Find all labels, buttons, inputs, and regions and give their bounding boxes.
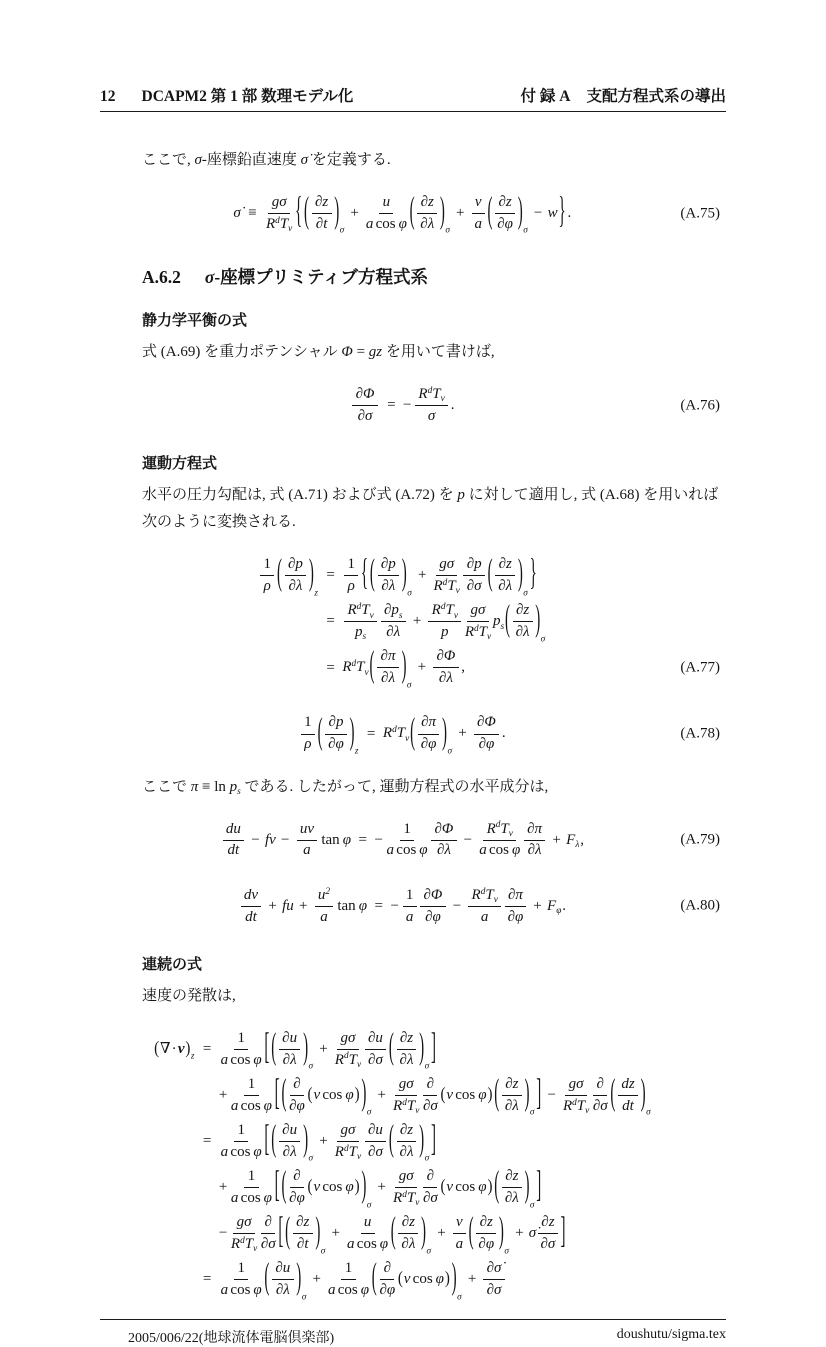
close-delimiter-icon: ) — [354, 1085, 360, 1105]
open-delimiter-icon: ( — [307, 1177, 313, 1197]
math-group: ( $\frac{\partial z}{\partial\lambda}$ ) σ — [409, 192, 450, 237]
math-group: ( $\frac{\partial z}{\partial\varphi}$ ) σ — [487, 192, 528, 237]
section-heading: A.6.2 σ-座標プリミティブ方程式系 — [142, 267, 429, 288]
math-group: ( $\frac{\partial z}{\partial t}$ ) σ — [303, 192, 345, 237]
math-fraction: $\frac{1}{\text{a cos φ}}$ — [220, 1029, 262, 1068]
math-expression — [219, 1120, 437, 1165]
close-delimiter-icon: ) — [185, 1039, 191, 1059]
open-delimiter-icon: [ — [278, 1212, 284, 1253]
math-group: ( v cos φ ) — [440, 1085, 493, 1105]
math-group: ( $\frac{\partial\pi}{\partial\varphi}$ ) σ — [410, 713, 453, 757]
math-group: ( $\frac{\partial z}{\partial\lambda}$ ) σ — [388, 1028, 430, 1072]
math-group: [ ( ∂ ∂φ ( v cos φ ) ) σ + gσ $R^dT_v$ ∂ ∂σ ( v cos φ ) ( $\frac{\partial z}{\partial\lambda}$ ) σ ] — [274, 1074, 542, 1118]
open-delimiter-icon: ( — [281, 1166, 287, 1206]
close-delimiter-icon: ) — [442, 713, 447, 753]
equation-line — [350, 386, 455, 425]
math-expression: − gσ $R^dT_v$ ∂ ∂σ [ ( $\frac{\partial z}{\partial t}$ ) σ + $\frac{u}{\text{a cos φ}}$ ( $\frac{\partial z}{\partial\lambda}$ ) σ + $\frac{v}{a}$ ( $\frac{\partial z}{\partial\varphi}$ ) σ + σ̇ $\frac{\partial z}{\partial\sigma}$ ] — [218, 1212, 566, 1257]
math-fraction: $\frac{1}{\text{a cos φ}}$ — [220, 1260, 262, 1299]
math-fraction: $\frac{\partial z}{\partial\lambda}$ — [397, 1122, 417, 1161]
math-fraction: $\frac{\partial u}{\partial\sigma}$ — [365, 1122, 387, 1161]
math-fraction: ∂ ∂σ — [260, 1214, 276, 1252]
math-fraction: $\frac{\partial p}{\partial\varphi}$ — [325, 714, 347, 753]
close-delimiter-icon: ] — [536, 1166, 542, 1206]
equation-lines — [238, 880, 566, 933]
close-delimiter-icon: ) — [303, 1120, 309, 1160]
math-group: [ ( $\frac{\partial u}{\partial\lambda}$ ) σ + gσ $R^dT_v$ $\frac{\partial u}{\partial\sigma}$ ( $\frac{\partial z}{\partial\lambda}$ ) σ ] — [264, 1028, 436, 1072]
math-fraction: $\frac{du}{dt}$ — [223, 821, 245, 860]
relation-symbol: = — [202, 1133, 212, 1150]
close-delimiter-icon: ) — [444, 1269, 450, 1289]
math-fraction: $\frac{\partial u}{\partial\sigma}$ — [365, 1030, 387, 1069]
open-delimiter-icon: ( — [303, 192, 309, 232]
relation-symbol: = — [202, 1040, 212, 1057]
open-delimiter-icon: ( — [440, 1177, 446, 1197]
math-fraction: gσ $R^dT_v$ — [230, 1214, 258, 1255]
open-delimiter-icon: ( — [281, 1074, 287, 1114]
open-delimiter-icon: ( — [410, 713, 416, 753]
page-header — [100, 84, 726, 112]
math-expression — [258, 554, 319, 599]
close-delimiter-icon: ) — [517, 554, 523, 595]
equation-lines — [233, 187, 572, 240]
math-fraction: $R^dT_v$ a — [468, 887, 501, 926]
page-footer — [100, 1319, 726, 1347]
math-group: ( $\frac{\partial p}{\partial\lambda}$ ) σ — [369, 554, 412, 599]
math-fraction: $\frac{1}{\text{a cos φ}}$ — [328, 1260, 370, 1299]
math-fraction: ∂ ∂σ — [592, 1075, 608, 1114]
math-group: ( ∂ ∂φ ( v cos φ ) ) σ — [281, 1074, 372, 1118]
equation-line — [152, 1212, 651, 1257]
open-delimiter-icon: ( — [154, 1039, 160, 1059]
math-fraction: $\frac{\partial z}{\partial t}$ — [312, 194, 332, 233]
equation-number: (A.80) — [680, 897, 720, 914]
relation-symbol: = — [326, 659, 335, 676]
open-delimiter-icon: ( — [487, 192, 493, 232]
math-group: ( $\frac{\partial z}{\partial\lambda}$ ) σ — [390, 1212, 432, 1257]
close-delimiter-icon: ] — [560, 1212, 566, 1253]
footer-right-text: doushutu/sigma.tex — [616, 1327, 726, 1343]
header-right-title: 支配方程式系の導出 — [586, 88, 726, 105]
equation-line — [233, 192, 572, 237]
math-group: ( $\frac{\partial u}{\partial\lambda}$ ) σ — [271, 1028, 314, 1072]
math-expression — [342, 554, 537, 599]
close-delimiter-icon: ) — [524, 1074, 530, 1114]
equation-number: (A.79) — [680, 831, 720, 848]
math-expression — [152, 1039, 195, 1062]
equation-line — [298, 713, 506, 757]
paragraph: 速度の発散は, — [142, 987, 236, 1004]
equation-block — [142, 187, 726, 240]
math-fraction: $\frac{\partial p_s}{\partial\lambda}$ — [381, 602, 406, 641]
math-group: ( ∂ ∂φ ( v cos φ ) ) σ — [371, 1258, 462, 1303]
paragraph: ここで $\pi \equiv \ln p_s$ である. したがって, 運動方程式の水平成分は, — [142, 778, 549, 797]
equation-lines — [220, 814, 584, 867]
math-expression: − $R^dT_v$ σ . — [403, 385, 455, 424]
math-fraction: $\frac{1}{\text{a cos φ}}$ — [230, 1075, 272, 1114]
equation-lines — [298, 707, 505, 760]
math-fraction: $\frac{\partial\Phi}{\partial\lambda}$ — [431, 821, 456, 860]
math-fraction: gσ $R^dT_v$ — [464, 602, 492, 643]
math-expression: $\frac{dv}{dt}$ + fu + $\frac{u^2}{a}$ tan φ — [238, 887, 367, 926]
close-delimiter-icon: ) — [401, 647, 407, 687]
close-delimiter-icon: ) — [524, 1166, 530, 1206]
math-fraction: $\frac{dv}{dt}$ — [241, 887, 262, 926]
math-fraction: $\frac{1}{\rho}$ — [260, 556, 274, 595]
math-fraction: $\frac{1}{\text{a cos φ}}$ — [230, 1168, 272, 1206]
close-delimiter-icon: ) — [535, 601, 541, 641]
equation-number: (A.75) — [680, 205, 720, 222]
math-expression: $R^dT_v$ ( $\frac{\partial\pi}{\partial\lambda}$ ) σ + $\frac{\partial\Phi}{\partial\lambda}$ , — [342, 647, 466, 691]
math-fraction: $\frac{1}{\rho}$ — [301, 714, 315, 753]
section-number: A.6.2 — [142, 267, 181, 288]
equation-lines — [152, 1023, 651, 1307]
math-group: { ( $\frac{\partial z}{\partial t}$ ) σ + $\frac{u}{\text{a cos φ}}$ ( $\frac{\partial z}{\partial\lambda}$ ) σ + $\frac{v}{a}$ ( $\frac{\partial z}{\partial\varphi}$ ) σ − w } — [294, 192, 566, 237]
math-group: ( $\frac{\partial z}{\partial\lambda}$ ) σ — [487, 554, 528, 599]
open-delimiter-icon: ( — [369, 647, 375, 687]
math-fraction: $\frac{\partial\Phi}{\partial\sigma}$ — [352, 386, 377, 425]
equation-line — [152, 1074, 651, 1118]
open-delimiter-icon: ( — [388, 1028, 394, 1068]
math-group: ( $\frac{\partial z}{\partial\lambda}$ ) σ — [494, 1166, 535, 1211]
math-fraction: gσ $R^dT_v$ — [334, 1121, 362, 1163]
open-delimiter-icon: ( — [397, 1269, 403, 1289]
math-fraction: $\frac{\partial z}{\partial\lambda}$ — [397, 1030, 417, 1069]
relation-symbol: = — [366, 725, 376, 742]
math-fraction: $\frac{\partial u}{\partial\lambda}$ — [279, 1030, 301, 1069]
open-delimiter-icon: { — [360, 554, 369, 595]
equation-line — [258, 647, 546, 691]
math-fraction: gσ $R^dT_v$ — [562, 1075, 590, 1116]
math-fraction: $\frac{u}{\text{a cos φ}}$ — [365, 194, 407, 232]
math-fraction: gσ $R^dT_v$ — [433, 556, 460, 597]
close-delimiter-icon: ) — [315, 1212, 321, 1253]
open-delimiter-icon: [ — [264, 1028, 270, 1068]
math-group: ( v cos φ ) — [397, 1269, 450, 1289]
math-group: ( $\frac{\partial u}{\partial\lambda}$ ) σ — [264, 1258, 307, 1303]
close-delimiter-icon: ) — [354, 1177, 360, 1197]
math-group: ( $\frac{\partial z}{\partial\varphi}$ ) σ — [468, 1212, 509, 1257]
close-delimiter-icon: ) — [308, 554, 314, 595]
open-delimiter-icon: ( — [271, 1120, 277, 1160]
math-fraction: $\frac{1}{a}$ — [403, 887, 417, 926]
math-group: [ ( $\frac{\partial u}{\partial\lambda}$ ) σ + gσ $R^dT_v$ $\frac{\partial u}{\partial\sigma}$ ( $\frac{\partial z}{\partial\lambda}$ ) σ ] — [264, 1120, 436, 1165]
equation-block — [142, 379, 726, 432]
equation-block — [142, 814, 726, 867]
math-fraction: $\frac{\partial\pi}{\partial\varphi}$ — [505, 887, 527, 926]
math-group: ( $\frac{\partial p}{\partial\varphi}$ ) z — [317, 713, 359, 757]
open-delimiter-icon: ( — [369, 554, 375, 595]
math-fraction: $\frac{\partial u}{\partial\lambda}$ — [279, 1122, 301, 1161]
close-delimiter-icon: ) — [361, 1074, 367, 1114]
relation-symbol: = — [326, 567, 335, 584]
math-fraction: $\frac{\partial z}{\partial\sigma}$ — [538, 1214, 558, 1253]
close-delimiter-icon: ) — [439, 192, 445, 232]
math-group: ( ∂ ∂φ ( v cos φ ) ) σ — [281, 1166, 372, 1211]
math-expression: gσ $R^dT_v$ { ( $\frac{\partial z}{\partial t}$ ) σ + $\frac{u}{\text{a cos φ}}$ ( $\frac{\partial z}{\partial\lambda}$ ) σ + $\frac{v}{a}$ ( $\frac{\partial z}{\partial\varphi}$ ) σ − w } . — [265, 192, 572, 237]
subsection-heading: 運動方程式 — [142, 456, 218, 473]
close-delimiter-icon: ) — [517, 192, 523, 232]
page-number: 12 — [100, 88, 116, 105]
open-delimiter-icon: [ — [274, 1166, 280, 1206]
math-fraction: $\frac{1}{\text{a cos φ}}$ — [220, 1121, 262, 1160]
close-delimiter-icon: ] — [536, 1074, 542, 1114]
math-expression: σ̇ — [233, 205, 241, 222]
close-delimiter-icon: ] — [430, 1028, 436, 1068]
math-fraction: $\frac{\partial z}{\partial\varphi}$ — [495, 194, 515, 233]
close-delimiter-icon: ) — [487, 1085, 493, 1105]
math-expression — [219, 1028, 437, 1072]
subsection-heading: 連続の式 — [142, 956, 203, 973]
math-fraction: ∂ ∂φ — [289, 1168, 305, 1206]
open-delimiter-icon: ( — [307, 1085, 313, 1105]
math-expression — [298, 713, 359, 757]
math-expression: $\frac{du}{dt}$ − fv − $\frac{uv}{a}$ tan φ — [220, 821, 351, 860]
math-fraction: $\frac{u^2}{a}$ — [315, 887, 334, 926]
math-fraction: $\frac{\partial\pi}{\partial\lambda}$ — [524, 821, 546, 860]
math-group: ( $\frac{\partial\pi}{\partial\lambda}$ ) σ — [369, 647, 412, 691]
math-fraction: $\frac{\partial z}{\partial t}$ — [293, 1214, 313, 1253]
math-group: ( $\frac{\partial u}{\partial\lambda}$ ) σ — [271, 1120, 314, 1165]
math-fraction: ∂ ∂σ — [422, 1168, 438, 1206]
header-right — [521, 84, 726, 106]
close-delimiter-icon: ) — [334, 192, 340, 232]
math-fraction: $\frac{v}{a}$ — [472, 194, 485, 233]
math-group: ( v cos φ ) — [440, 1177, 493, 1197]
math-group: ( $\frac{\partial p}{\partial\lambda}$ ) z — [277, 554, 318, 599]
math-fraction: $\frac{\partial p}{\partial\lambda}$ — [378, 556, 400, 595]
math-fraction: $\frac{\partial\Phi}{\partial\lambda}$ — [433, 648, 458, 687]
math-group: ( $\frac{\partial z}{\partial\lambda}$ ) σ — [494, 1074, 535, 1118]
math-fraction: gσ $R^dT_v$ — [265, 194, 293, 235]
relation-symbol: = — [374, 897, 383, 914]
close-delimiter-icon: ) — [419, 1028, 425, 1068]
math-fraction: $\frac{\partial\Phi}{\partial\varphi}$ — [474, 714, 499, 753]
open-delimiter-icon: [ — [264, 1120, 270, 1160]
equation-number: (A.77) — [680, 659, 720, 676]
close-delimiter-icon: ) — [451, 1258, 457, 1299]
math-fraction: $\frac{1}{\text{a cos φ}}$ — [386, 820, 428, 859]
math-expression: − $\frac{1}{\text{a cos φ}}$ $\frac{\partial\Phi}{\partial\lambda}$ − $R^dT_v$ a cos φ $\frac{\partial\pi}{\partial\lambda}$ + $F_\lambda$, — [374, 820, 584, 859]
close-delimiter-icon: ) — [349, 713, 355, 753]
math-fraction: $\frac{v}{a}$ — [453, 1214, 466, 1253]
math-fraction: $\frac{uv}{a}$ — [297, 821, 318, 860]
open-delimiter-icon: ( — [487, 554, 493, 595]
math-fraction: $R^dT_v$ $p_s$ — [344, 602, 377, 641]
open-delimiter-icon: ( — [409, 192, 415, 232]
open-delimiter-icon: ( — [371, 1258, 377, 1299]
paragraph: ここで, σ-座標鉛直速度 σ̇ を定義する. — [142, 152, 391, 168]
math-fraction: $\frac{\partial z}{\partial\lambda}$ — [398, 1214, 418, 1253]
equation-line — [258, 554, 546, 599]
relation-symbol: = — [326, 613, 335, 630]
open-delimiter-icon: ( — [390, 1212, 396, 1253]
math-expression: $\frac{1}{\text{a cos φ}}$ ( $\frac{\partial u}{\partial\lambda}$ ) σ + $\frac{1}{\text{a cos φ}}$ ( ∂ ∂φ ( v cos φ ) ) σ + $\frac{\partial\sigmȧ}{\partial\sigma}$ — [219, 1260, 507, 1299]
math-fraction: gσ $R^dT_v$ — [334, 1029, 362, 1070]
math-fraction: $\frac{\partial\Phi}{\partial\varphi}$ — [420, 887, 445, 926]
equation-line — [152, 1258, 651, 1303]
equation-block — [142, 549, 726, 694]
math-group: ( ∇·v ) z — [154, 1039, 195, 1062]
equation-line — [258, 601, 546, 645]
math-expression: $R^dT_v$ $p_s$ $\frac{\partial p_s}{\partial\lambda}$ + $R^dT_v$ p gσ $R^dT_v$ $p_s$ ( $\frac{\partial z}{\partial\lambda}$ ) σ — [342, 602, 546, 641]
close-delimiter-icon: ) — [487, 1177, 493, 1197]
open-delimiter-icon: ( — [494, 1074, 500, 1114]
open-delimiter-icon: ( — [494, 1166, 500, 1206]
relation-symbol: = — [358, 831, 367, 848]
close-delimiter-icon: ) — [419, 1120, 425, 1160]
math-group: ( $\frac{\partial z}{\partial\lambda}$ ) σ — [504, 601, 546, 645]
math-fraction: $\frac{1}{\rho}$ — [344, 556, 358, 595]
footer-left-text: 2005/006/22(地球流体電脳倶楽部) — [128, 1331, 335, 1347]
document-body — [142, 112, 726, 1319]
equation-number: (A.76) — [680, 397, 720, 414]
math-fraction: $\frac{\partial\pi}{\partial\lambda}$ — [377, 648, 399, 687]
math-group: ( $\frac{\partial z}{\partial\lambda}$ ) σ — [388, 1120, 430, 1165]
math-fraction: $\frac{\partial z}{\partial\lambda}$ — [502, 1076, 522, 1115]
relation-symbol: = — [387, 397, 396, 414]
open-delimiter-icon: ( — [264, 1258, 270, 1299]
close-delimiter-icon: ) — [498, 1212, 504, 1253]
subsection-heading: 静力学平衡の式 — [142, 313, 248, 330]
relation-symbol: = — [202, 1271, 212, 1288]
math-expression: − $\frac{1}{a}$ $\frac{\partial\Phi}{\partial\varphi}$ − $R^dT_v$ a $\frac{\partial\pi}{\partial\varphi}$ + $F_\varphi$. — [390, 886, 566, 925]
math-fraction: gσ $R^dT_v$ — [393, 1075, 420, 1116]
open-delimiter-icon: ( — [468, 1212, 474, 1253]
math-fraction: $\frac{\partial z}{\partial\lambda}$ — [513, 602, 533, 641]
math-expression: + $\frac{1}{\text{a cos φ}}$ [ ( ∂ ∂φ ( v cos φ ) ) σ + gσ $R^dT_v$ ∂ ∂σ ( v cos φ ) ( $\frac{\partial z}{\partial\lambda}$ ) σ ] − gσ $R^dT_v$ ∂ ∂σ ( $\frac{dz}{dt}$ ) σ — [218, 1074, 651, 1118]
equation-line — [220, 821, 584, 860]
math-fraction: $\frac{dz}{dt}$ — [618, 1076, 638, 1115]
math-fraction: $\frac{\partial z}{\partial\varphi}$ — [476, 1214, 496, 1253]
math-group: ( $\frac{dz}{dt}$ ) σ — [610, 1074, 651, 1118]
math-fraction: $\frac{u}{\text{a cos φ}}$ — [347, 1214, 389, 1252]
math-fraction: gσ $R^dT_v$ — [393, 1168, 420, 1209]
math-fraction: ∂ ∂σ — [422, 1075, 438, 1114]
math-expression: $R^dT_v$ ( $\frac{\partial\pi}{\partial\varphi}$ ) σ + $\frac{\partial\Phi}{\partial\varphi}$ . — [382, 713, 506, 757]
math-group: { ( $\frac{\partial p}{\partial\lambda}$ ) σ + gσ $R^dT_v$ $\frac{\partial p}{\partial\sigma}$ ( $\frac{\partial z}{\partial\lambda}$ ) σ } — [360, 554, 537, 599]
math-group: [ ( $\frac{\partial z}{\partial t}$ ) σ + $\frac{u}{\text{a cos φ}}$ ( $\frac{\partial z}{\partial\lambda}$ ) σ + $\frac{v}{a}$ ( $\frac{\partial z}{\partial\varphi}$ ) σ + σ̇ $\frac{\partial z}{\partial\sigma}$ ] — [278, 1212, 566, 1257]
math-fraction: $\frac{\partial u}{\partial\lambda}$ — [272, 1260, 294, 1299]
math-fraction: ∂ ∂φ — [379, 1260, 396, 1299]
close-delimiter-icon: } — [529, 554, 537, 595]
math-group: ( $\frac{\partial z}{\partial t}$ ) σ — [285, 1212, 326, 1257]
equation-line — [152, 1120, 651, 1165]
math-fraction: $\frac{\partial z}{\partial\lambda}$ — [417, 194, 437, 233]
open-delimiter-icon: ( — [277, 554, 283, 595]
math-fraction: $\frac{\partial z}{\partial\lambda}$ — [502, 1168, 522, 1207]
math-fraction: ∂ ∂φ — [289, 1075, 305, 1114]
open-delimiter-icon: ( — [317, 713, 323, 753]
equation-lines — [350, 379, 455, 432]
math-group: [ ( ∂ ∂φ ( v cos φ ) ) σ + gσ $R^dT_v$ ∂ ∂σ ( v cos φ ) ( $\frac{\partial z}{\partial\lambda}$ ) σ ] — [274, 1166, 542, 1211]
open-delimiter-icon: ( — [285, 1212, 291, 1253]
equation-line — [152, 1166, 651, 1211]
math-expression: + $\frac{1}{\text{a cos φ}}$ [ ( ∂ ∂φ ( v cos φ ) ) σ + gσ $R^dT_v$ ∂ ∂σ ( v cos φ ) ( $\frac{\partial z}{\partial\lambda}$ ) σ ] — [218, 1166, 542, 1211]
close-delimiter-icon: ] — [430, 1120, 436, 1160]
math-fraction: $\frac{\partial p}{\partial\lambda}$ — [285, 556, 307, 595]
math-fraction: $\frac{\partial\pi}{\partial\varphi}$ — [418, 714, 440, 753]
open-delimiter-icon: ( — [610, 1074, 616, 1114]
math-fraction: $R^dT_v$ p — [428, 602, 461, 641]
open-delimiter-icon: ( — [271, 1028, 277, 1068]
close-delimiter-icon: ) — [421, 1212, 426, 1253]
math-fraction: $\frac{\partial z}{\partial\lambda}$ — [495, 556, 515, 595]
math-expression — [350, 386, 380, 425]
equation-line — [238, 887, 566, 926]
relation-symbol: ≡ — [248, 205, 257, 222]
close-delimiter-icon: ) — [640, 1074, 646, 1114]
paragraph: 式 (A.69) を重力ポテンシャル Φ = gz を用いて書けば, — [142, 344, 495, 361]
math-group: ( v cos φ ) — [307, 1085, 360, 1105]
math-group: ( v cos φ ) — [307, 1177, 360, 1197]
header-appendix-label: 付 録 A — [520, 88, 571, 105]
close-delimiter-icon: } — [558, 192, 566, 232]
math-fraction: $R^dT_v$ σ — [415, 386, 448, 425]
close-delimiter-icon: ) — [303, 1028, 309, 1068]
header-left-title: DCAPM2 第 1 部 数理モデル化 — [141, 88, 354, 105]
equation-line — [152, 1028, 651, 1072]
equation-block — [142, 880, 726, 933]
close-delimiter-icon: ) — [361, 1166, 367, 1206]
math-fraction: $\frac{\partial p}{\partial\sigma}$ — [463, 556, 485, 595]
math-fraction: $R^dT_v$ a cos φ — [479, 820, 521, 859]
equation-lines — [258, 549, 546, 694]
open-delimiter-icon: [ — [274, 1074, 280, 1114]
close-delimiter-icon: ) — [296, 1258, 302, 1299]
equation-block — [142, 1023, 726, 1307]
equation-block — [142, 707, 726, 760]
open-delimiter-icon: ( — [504, 601, 510, 641]
math-fraction: $\frac{\partial\sigmȧ}{\partial\sigma}$ — [483, 1260, 504, 1299]
header-left — [100, 84, 353, 106]
equation-number: (A.78) — [680, 725, 720, 742]
open-delimiter-icon: ( — [440, 1085, 446, 1105]
open-delimiter-icon: ( — [388, 1120, 394, 1160]
paragraph: 水平の圧力勾配は, 式 (A.71) および式 (A.72) を p に対して適用し, 式 (A.68) を用いれば次のように変換される. — [142, 487, 719, 531]
open-delimiter-icon: { — [294, 192, 303, 232]
close-delimiter-icon: ) — [401, 554, 407, 595]
